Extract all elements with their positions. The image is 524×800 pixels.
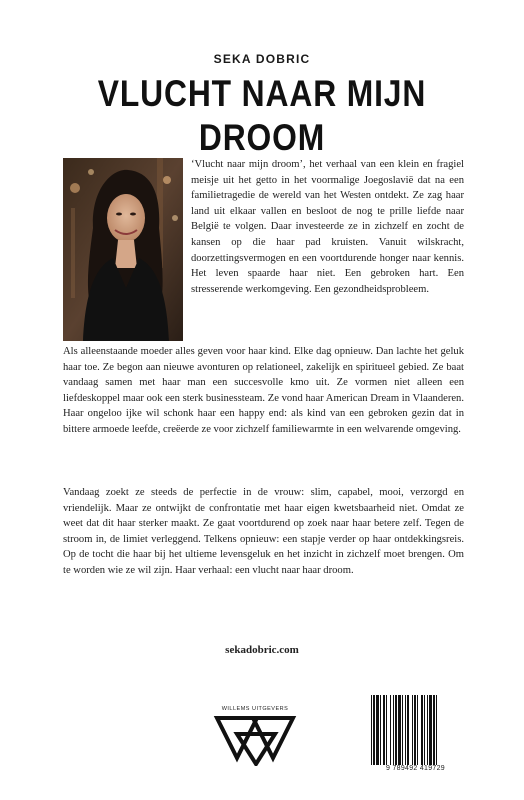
blurb-paragraph-2: Vandaag zoekt ze steeds de perfectie in de vrouw: slim, capabel, mooi, verzorgd en vriendelijk. Maar ze ontwijkt de confrontatie met haar eigen kwetsbaarheid niet. Omdat ze weet dat dit haar sterker maakt. Ze gaat voortdurend op zoek naar haar betere zelf. Tegen de stroom in, de limiet verleggend. Telkens opnieuw: een stapje verder op haar ontdekkingsreis. Op de tocht die haar bij het ultieme levensgeluk en het inzicht in zichzelf moet brengen. Om te worden wie ze wil zijn. Haar verhaal: een vlucht naar haar droom. [63,487,464,576]
blurb-paragraph-1-top: ‘Vlucht naar mijn droom’, het verhaal van een klein en fragiel meisje uit het getto in het voormalige Joegoslavië dat na een familietragedie de wereld van het Westen ontdekt. Ze zag haar land uit elkaar vallen en besloot de nog te prille liefde naar België te volgen. Daar investeerde ze in zichzelf en zocht de kansen op die haar pad kruisten. Vanuit wilskracht, doorzettingsvermogen en een voortdurende honger naar kennis. Het leven spaarde haar niet. Een gebroken hart. Een stresserende werkomgeving. Een gezondheidsprobleem. [191,159,464,295]
author-photo [63,158,183,341]
barcode [370,695,461,765]
publisher-name: WILLEMS UITGEVERS [221,706,289,712]
publisher-logo [213,706,297,771]
book-title: VLUCHT NAAR MIJN DROOM [97,73,427,158]
publisher-triangles-icon [213,714,297,766]
isbn-number: 9 789492 419729 [386,765,445,772]
author-name: SEKA DOBRIC [213,52,311,66]
blurb-paragraph-1-bottom: Als alleenstaande moeder alles geven voor haar kind. Elke dag opnieuw. Dan lachte het geluk haar toe. Ze begon aan nieuwe avonturen op relationeel, zakelijk en spiritueel gebied. Ze baat vandaag samen met haar man een succesvolle kmo uit. Ze vormen niet alleen een liefdeskoppel maar ook een sterk businessteam. Ze vond haar American Dream in Vlaanderen. Haar ongeloo ijke wil schonk haar een happy end: als kind van een gebroken gezin dat in bittere armoede leefde, creëerde ze voor zichzelf familiewarmte in een welvarende omgeving. [63,346,464,435]
website-link[interactable]: sekadobric.com [225,644,299,656]
